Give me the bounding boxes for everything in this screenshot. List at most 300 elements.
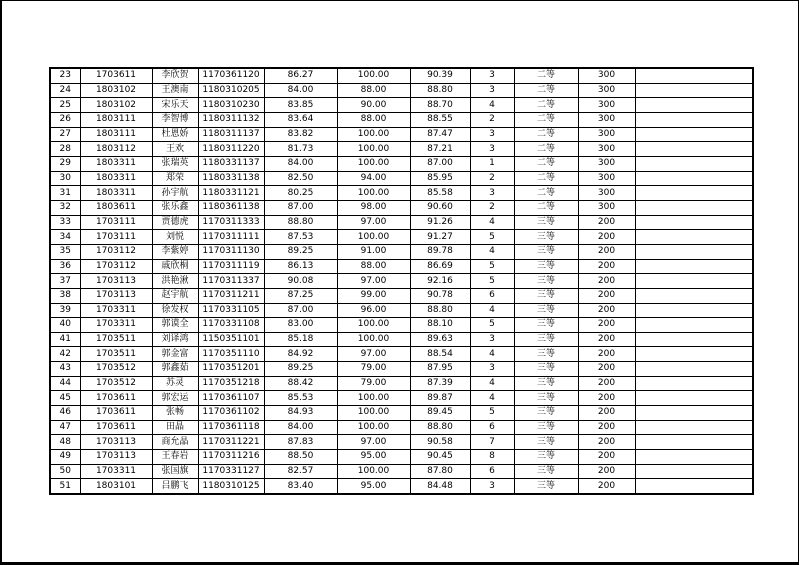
cell-row_no: 51 <box>50 479 80 494</box>
cell-name: 洪艳湫 <box>152 274 198 289</box>
table-row <box>50 244 753 259</box>
cell-notes <box>635 230 753 245</box>
cell-score_total: 87.80 <box>410 464 470 479</box>
cell-name: 贾德虎 <box>152 215 198 230</box>
cell-score_a: 84.00 <box>264 156 337 171</box>
cell-rank: 5 <box>470 406 514 421</box>
table-row <box>50 318 753 333</box>
cell-award_amount: 200 <box>578 215 635 230</box>
cell-student_no: 1170311211 <box>198 288 264 303</box>
cell-award_level: 三等 <box>514 332 578 347</box>
cell-award_level: 二等 <box>514 142 578 157</box>
cell-award_level: 三等 <box>514 230 578 245</box>
cell-class_no: 1803102 <box>80 98 152 113</box>
cell-award_level: 二等 <box>514 83 578 98</box>
cell-name: 郭金富 <box>152 347 198 362</box>
cell-award_level: 三等 <box>514 347 578 362</box>
cell-notes <box>635 68 753 83</box>
cell-row_no: 42 <box>50 347 80 362</box>
cell-student_no: 1170361107 <box>198 391 264 406</box>
table-row <box>50 288 753 303</box>
cell-score_b: 97.00 <box>337 274 410 289</box>
cell-rank: 5 <box>470 259 514 274</box>
cell-class_no: 1803112 <box>80 142 152 157</box>
table-row <box>50 127 753 142</box>
cell-award_level: 三等 <box>514 362 578 377</box>
cell-name: 郭鑫茹 <box>152 362 198 377</box>
cell-award_level: 二等 <box>514 156 578 171</box>
cell-class_no: 1703113 <box>80 274 152 289</box>
table-row <box>50 450 753 465</box>
cell-notes <box>635 171 753 186</box>
cell-row_no: 29 <box>50 156 80 171</box>
cell-notes <box>635 156 753 171</box>
cell-rank: 3 <box>470 68 514 83</box>
cell-score_a: 84.00 <box>264 420 337 435</box>
cell-award_amount: 200 <box>578 464 635 479</box>
cell-score_b: 91.00 <box>337 244 410 259</box>
cell-class_no: 1803311 <box>80 186 152 201</box>
cell-rank: 6 <box>470 288 514 303</box>
cell-award_level: 三等 <box>514 303 578 318</box>
cell-score_a: 88.42 <box>264 376 337 391</box>
cell-class_no: 1803111 <box>80 112 152 127</box>
cell-score_b: 100.00 <box>337 186 410 201</box>
cell-name: 郭谟全 <box>152 318 198 333</box>
cell-name: 赵宇航 <box>152 288 198 303</box>
cell-class_no: 1703113 <box>80 450 152 465</box>
cell-score_b: 100.00 <box>337 68 410 83</box>
cell-award_level: 三等 <box>514 274 578 289</box>
cell-score_b: 95.00 <box>337 450 410 465</box>
cell-score_b: 100.00 <box>337 420 410 435</box>
cell-notes <box>635 332 753 347</box>
cell-row_no: 31 <box>50 186 80 201</box>
cell-class_no: 1703311 <box>80 318 152 333</box>
cell-score_total: 87.47 <box>410 127 470 142</box>
cell-notes <box>635 259 753 274</box>
cell-name: 李欣贺 <box>152 68 198 83</box>
table-row <box>50 376 753 391</box>
cell-notes <box>635 420 753 435</box>
cell-name: 张畅 <box>152 406 198 421</box>
cell-rank: 4 <box>470 376 514 391</box>
cell-row_no: 36 <box>50 259 80 274</box>
cell-class_no: 1703511 <box>80 347 152 362</box>
cell-score_b: 88.00 <box>337 259 410 274</box>
table-row <box>50 274 753 289</box>
cell-score_total: 87.21 <box>410 142 470 157</box>
cell-row_no: 34 <box>50 230 80 245</box>
cell-class_no: 1703112 <box>80 259 152 274</box>
cell-score_total: 86.69 <box>410 259 470 274</box>
cell-award_amount: 300 <box>578 186 635 201</box>
cell-rank: 5 <box>470 230 514 245</box>
cell-row_no: 40 <box>50 318 80 333</box>
cell-score_a: 86.13 <box>264 259 337 274</box>
cell-score_a: 83.85 <box>264 98 337 113</box>
table-row <box>50 186 753 201</box>
cell-notes <box>635 215 753 230</box>
cell-rank: 1 <box>470 156 514 171</box>
table-row <box>50 112 753 127</box>
cell-award_amount: 200 <box>578 435 635 450</box>
cell-rank: 7 <box>470 435 514 450</box>
cell-award_amount: 200 <box>578 406 635 421</box>
cell-student_no: 1180331138 <box>198 171 264 186</box>
cell-notes <box>635 244 753 259</box>
cell-student_no: 1170351110 <box>198 347 264 362</box>
cell-student_no: 1170331127 <box>198 464 264 479</box>
cell-class_no: 1703512 <box>80 376 152 391</box>
cell-student_no: 1180310230 <box>198 98 264 113</box>
cell-award_amount: 300 <box>578 98 635 113</box>
table-row <box>50 200 753 215</box>
cell-award_level: 三等 <box>514 376 578 391</box>
cell-score_b: 79.00 <box>337 376 410 391</box>
cell-student_no: 1180310125 <box>198 479 264 494</box>
cell-score_total: 88.80 <box>410 303 470 318</box>
table-row <box>50 347 753 362</box>
cell-class_no: 1703111 <box>80 215 152 230</box>
cell-score_b: 88.00 <box>337 83 410 98</box>
cell-student_no: 1170331108 <box>198 318 264 333</box>
cell-score_total: 85.58 <box>410 186 470 201</box>
cell-award_amount: 300 <box>578 171 635 186</box>
cell-score_total: 92.16 <box>410 274 470 289</box>
cell-student_no: 1170311130 <box>198 244 264 259</box>
cell-award_level: 二等 <box>514 98 578 113</box>
cell-rank: 3 <box>470 142 514 157</box>
cell-score_b: 99.00 <box>337 288 410 303</box>
cell-score_a: 87.00 <box>264 200 337 215</box>
cell-award_amount: 200 <box>578 230 635 245</box>
cell-student_no: 1180331121 <box>198 186 264 201</box>
cell-name: 郭宏运 <box>152 391 198 406</box>
cell-award_level: 二等 <box>514 127 578 142</box>
cell-score_b: 100.00 <box>337 332 410 347</box>
cell-student_no: 1180310205 <box>198 83 264 98</box>
cell-score_b: 100.00 <box>337 142 410 157</box>
cell-class_no: 1703611 <box>80 391 152 406</box>
cell-class_no: 1803311 <box>80 171 152 186</box>
cell-award_level: 三等 <box>514 391 578 406</box>
cell-rank: 8 <box>470 450 514 465</box>
cell-award_level: 三等 <box>514 406 578 421</box>
cell-class_no: 1703611 <box>80 406 152 421</box>
cell-class_no: 1703112 <box>80 244 152 259</box>
cell-rank: 4 <box>470 391 514 406</box>
cell-score_total: 88.80 <box>410 83 470 98</box>
cell-name: 王欢 <box>152 142 198 157</box>
cell-row_no: 37 <box>50 274 80 289</box>
cell-award_amount: 200 <box>578 244 635 259</box>
cell-row_no: 50 <box>50 464 80 479</box>
cell-class_no: 1703113 <box>80 435 152 450</box>
cell-row_no: 46 <box>50 406 80 421</box>
cell-score_a: 83.82 <box>264 127 337 142</box>
cell-score_a: 85.18 <box>264 332 337 347</box>
cell-row_no: 33 <box>50 215 80 230</box>
cell-score_b: 94.00 <box>337 171 410 186</box>
table-row <box>50 171 753 186</box>
cell-score_a: 89.25 <box>264 244 337 259</box>
cell-award_level: 二等 <box>514 186 578 201</box>
cell-student_no: 1150351101 <box>198 332 264 347</box>
cell-row_no: 24 <box>50 83 80 98</box>
cell-score_a: 83.00 <box>264 318 337 333</box>
cell-class_no: 1803611 <box>80 200 152 215</box>
cell-rank: 3 <box>470 362 514 377</box>
cell-class_no: 1703611 <box>80 68 152 83</box>
cell-notes <box>635 391 753 406</box>
cell-score_a: 80.25 <box>264 186 337 201</box>
cell-name: 郑荣 <box>152 171 198 186</box>
cell-score_a: 81.73 <box>264 142 337 157</box>
cell-row_no: 23 <box>50 68 80 83</box>
cell-student_no: 1180311132 <box>198 112 264 127</box>
cell-award_level: 三等 <box>514 450 578 465</box>
cell-award_amount: 200 <box>578 303 635 318</box>
cell-class_no: 1803111 <box>80 127 152 142</box>
cell-notes <box>635 464 753 479</box>
cell-award_amount: 200 <box>578 259 635 274</box>
cell-award_amount: 200 <box>578 479 635 494</box>
cell-score_b: 100.00 <box>337 318 410 333</box>
cell-student_no: 1170311111 <box>198 230 264 245</box>
cell-name: 徐发权 <box>152 303 198 318</box>
cell-rank: 4 <box>470 244 514 259</box>
table-row <box>50 83 753 98</box>
cell-rank: 3 <box>470 127 514 142</box>
cell-class_no: 1803101 <box>80 479 152 494</box>
cell-score_a: 82.50 <box>264 171 337 186</box>
cell-score_total: 88.10 <box>410 318 470 333</box>
cell-award_amount: 300 <box>578 200 635 215</box>
cell-name: 王春岩 <box>152 450 198 465</box>
cell-rank: 6 <box>470 420 514 435</box>
cell-rank: 4 <box>470 347 514 362</box>
cell-score_a: 87.83 <box>264 435 337 450</box>
cell-score_a: 89.25 <box>264 362 337 377</box>
cell-award_amount: 200 <box>578 274 635 289</box>
cell-score_b: 97.00 <box>337 347 410 362</box>
cell-score_a: 84.93 <box>264 406 337 421</box>
cell-name: 孙宇航 <box>152 186 198 201</box>
table-row <box>50 435 753 450</box>
cell-score_total: 88.70 <box>410 98 470 113</box>
cell-award_amount: 300 <box>578 68 635 83</box>
cell-score_total: 87.39 <box>410 376 470 391</box>
cell-name: 李智博 <box>152 112 198 127</box>
cell-row_no: 25 <box>50 98 80 113</box>
cell-row_no: 35 <box>50 244 80 259</box>
cell-student_no: 1170311216 <box>198 450 264 465</box>
cell-row_no: 49 <box>50 450 80 465</box>
cell-notes <box>635 362 753 377</box>
cell-score_a: 87.25 <box>264 288 337 303</box>
cell-award_level: 三等 <box>514 420 578 435</box>
cell-score_total: 88.55 <box>410 112 470 127</box>
cell-name: 吕鹏飞 <box>152 479 198 494</box>
cell-award_level: 三等 <box>514 259 578 274</box>
cell-rank: 2 <box>470 112 514 127</box>
cell-notes <box>635 274 753 289</box>
cell-score_total: 90.45 <box>410 450 470 465</box>
cell-score_total: 89.87 <box>410 391 470 406</box>
cell-score_a: 87.00 <box>264 303 337 318</box>
cell-award_level: 三等 <box>514 479 578 494</box>
cell-name: 刘译鸿 <box>152 332 198 347</box>
cell-row_no: 28 <box>50 142 80 157</box>
cell-award_amount: 300 <box>578 127 635 142</box>
cell-student_no: 1170361102 <box>198 406 264 421</box>
cell-student_no: 1180331137 <box>198 156 264 171</box>
table-row <box>50 479 753 494</box>
cell-score_a: 84.92 <box>264 347 337 362</box>
cell-class_no: 1703311 <box>80 464 152 479</box>
cell-score_a: 83.40 <box>264 479 337 494</box>
cell-class_no: 1803311 <box>80 156 152 171</box>
cell-score_b: 79.00 <box>337 362 410 377</box>
cell-student_no: 1170311221 <box>198 435 264 450</box>
table-row <box>50 68 753 83</box>
cell-score_b: 100.00 <box>337 464 410 479</box>
cell-award_amount: 300 <box>578 142 635 157</box>
cell-score_a: 82.57 <box>264 464 337 479</box>
cell-rank: 4 <box>470 303 514 318</box>
table-row <box>50 406 753 421</box>
cell-score_a: 87.53 <box>264 230 337 245</box>
cell-notes <box>635 406 753 421</box>
cell-rank: 5 <box>470 318 514 333</box>
cell-score_total: 90.60 <box>410 200 470 215</box>
cell-student_no: 1170331105 <box>198 303 264 318</box>
cell-score_b: 100.00 <box>337 156 410 171</box>
cell-name: 张瑞英 <box>152 156 198 171</box>
cell-rank: 3 <box>470 479 514 494</box>
cell-row_no: 39 <box>50 303 80 318</box>
cell-score_a: 83.64 <box>264 112 337 127</box>
cell-notes <box>635 435 753 450</box>
cell-notes <box>635 288 753 303</box>
cell-name: 王澳南 <box>152 83 198 98</box>
cell-rank: 2 <box>470 200 514 215</box>
cell-notes <box>635 347 753 362</box>
cell-award_amount: 200 <box>578 450 635 465</box>
cell-score_b: 100.00 <box>337 127 410 142</box>
cell-notes <box>635 200 753 215</box>
cell-score_b: 100.00 <box>337 391 410 406</box>
cell-name: 张国旗 <box>152 464 198 479</box>
cell-score_total: 87.00 <box>410 156 470 171</box>
score-table-body <box>50 68 753 494</box>
table-row <box>50 362 753 377</box>
cell-name: 商允晶 <box>152 435 198 450</box>
cell-student_no: 1170361120 <box>198 68 264 83</box>
cell-award_amount: 300 <box>578 83 635 98</box>
cell-row_no: 30 <box>50 171 80 186</box>
cell-name: 戚欣桐 <box>152 259 198 274</box>
cell-score_b: 96.00 <box>337 303 410 318</box>
cell-class_no: 1703113 <box>80 288 152 303</box>
cell-notes <box>635 303 753 318</box>
cell-score_total: 88.54 <box>410 347 470 362</box>
cell-score_total: 89.78 <box>410 244 470 259</box>
table-row <box>50 230 753 245</box>
cell-student_no: 1170361118 <box>198 420 264 435</box>
table-row <box>50 156 753 171</box>
table-row <box>50 98 753 113</box>
cell-award_level: 三等 <box>514 215 578 230</box>
cell-student_no: 1170351201 <box>198 362 264 377</box>
cell-score_a: 88.50 <box>264 450 337 465</box>
cell-award_amount: 200 <box>578 332 635 347</box>
table-row <box>50 142 753 157</box>
cell-row_no: 26 <box>50 112 80 127</box>
cell-notes <box>635 450 753 465</box>
cell-student_no: 1180311220 <box>198 142 264 157</box>
cell-score_total: 84.48 <box>410 479 470 494</box>
cell-award_amount: 200 <box>578 376 635 391</box>
cell-score_total: 90.78 <box>410 288 470 303</box>
cell-name: 宋乐天 <box>152 98 198 113</box>
cell-class_no: 1703111 <box>80 230 152 245</box>
cell-score_b: 97.00 <box>337 435 410 450</box>
cell-score_b: 97.00 <box>337 215 410 230</box>
cell-student_no: 1170311337 <box>198 274 264 289</box>
table-row <box>50 420 753 435</box>
cell-rank: 6 <box>470 464 514 479</box>
cell-rank: 3 <box>470 332 514 347</box>
cell-award_amount: 200 <box>578 391 635 406</box>
cell-row_no: 27 <box>50 127 80 142</box>
cell-row_no: 38 <box>50 288 80 303</box>
cell-award_level: 二等 <box>514 68 578 83</box>
cell-student_no: 1180361138 <box>198 200 264 215</box>
cell-name: 田晶 <box>152 420 198 435</box>
cell-score_a: 85.53 <box>264 391 337 406</box>
cell-award_amount: 300 <box>578 112 635 127</box>
cell-row_no: 43 <box>50 362 80 377</box>
cell-class_no: 1703611 <box>80 420 152 435</box>
cell-award_amount: 200 <box>578 318 635 333</box>
cell-row_no: 41 <box>50 332 80 347</box>
table-row <box>50 303 753 318</box>
cell-score_total: 91.27 <box>410 230 470 245</box>
cell-rank: 3 <box>470 186 514 201</box>
cell-row_no: 48 <box>50 435 80 450</box>
cell-award_amount: 200 <box>578 288 635 303</box>
cell-award_level: 三等 <box>514 244 578 259</box>
cell-student_no: 1170311333 <box>198 215 264 230</box>
cell-score_total: 88.80 <box>410 420 470 435</box>
cell-notes <box>635 318 753 333</box>
cell-award_level: 三等 <box>514 318 578 333</box>
cell-award_level: 二等 <box>514 171 578 186</box>
cell-rank: 5 <box>470 274 514 289</box>
cell-score_b: 100.00 <box>337 230 410 245</box>
cell-award_level: 三等 <box>514 464 578 479</box>
cell-row_no: 47 <box>50 420 80 435</box>
cell-class_no: 1703311 <box>80 303 152 318</box>
cell-name: 杜恩娇 <box>152 127 198 142</box>
cell-score_a: 90.08 <box>264 274 337 289</box>
cell-award_amount: 200 <box>578 362 635 377</box>
cell-score_b: 95.00 <box>337 479 410 494</box>
cell-notes <box>635 186 753 201</box>
cell-score_b: 100.00 <box>337 406 410 421</box>
